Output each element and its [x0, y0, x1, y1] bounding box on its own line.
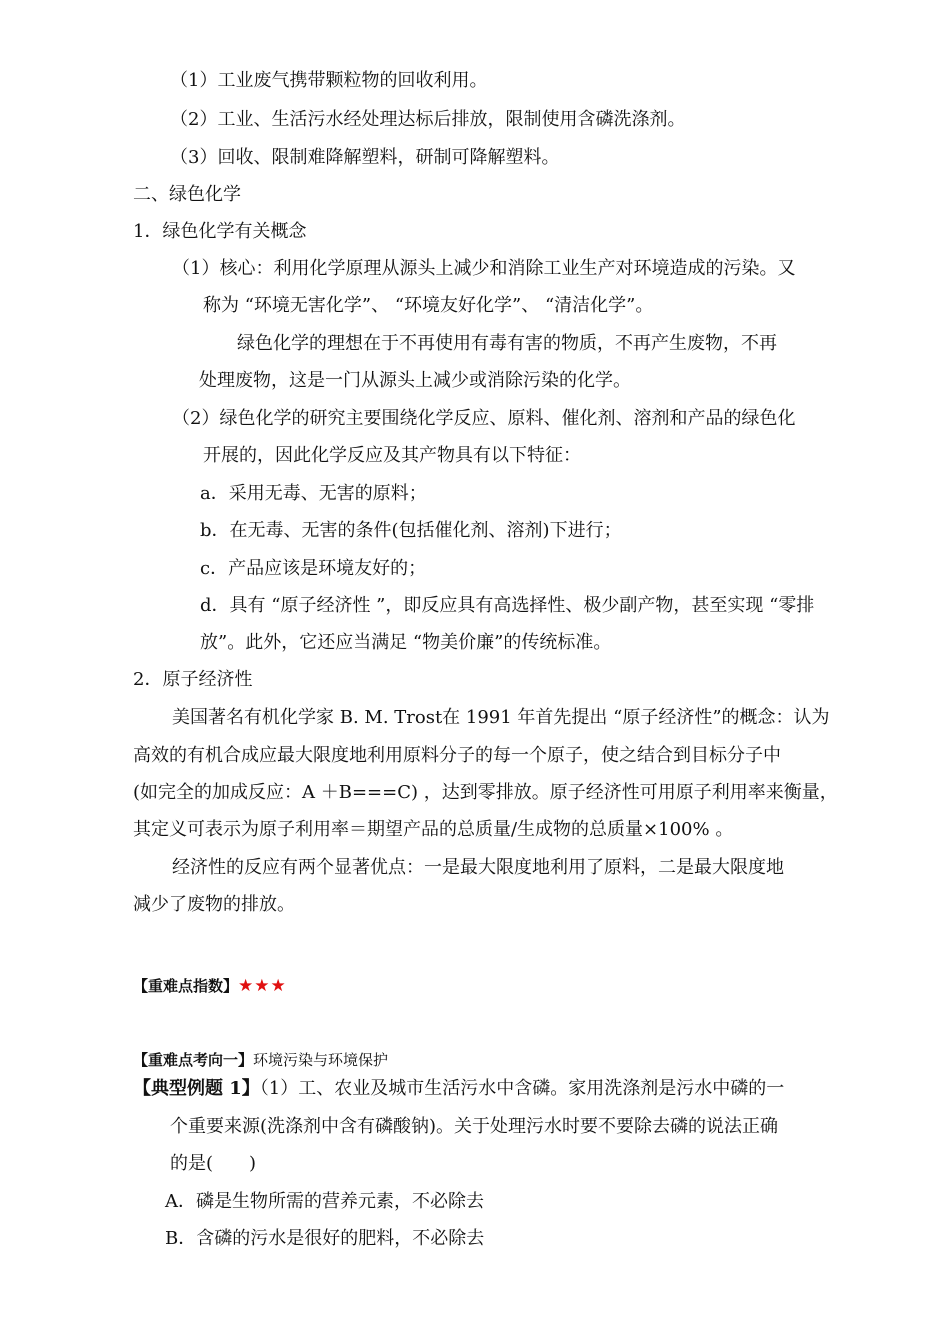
example-question-line-3: 的是( )	[170, 1153, 257, 1174]
feature-item-d-line-2: 放”。此外，它还应当满足 “物美价廉”的传统标准。	[200, 632, 612, 653]
advantages-line-2: 减少了废物的排放。	[133, 894, 295, 915]
feature-item-c: c．产品应该是环境友好的；	[200, 558, 427, 579]
atom-economy-line-1: 美国著名有机化学家 B. M. Trost在 1991 年首先提出 “原子经济性”的概念：认为	[172, 707, 830, 728]
concept-research-line-1: （2）绿色化学的研究主要围绕化学反应、原料、催化剂、溶剂和产品的绿色化	[172, 408, 796, 429]
pollution-item-2: （2）工业、生活污水经处理达标后排放，限制使用含磷洗涤剂。	[170, 109, 686, 130]
key-direction-label: 【重难点考向一】	[133, 1051, 254, 1069]
example-question-line-2: 个重要来源(洗涤剂中含有磷酸钠)。关于处理污水时要不要除去磷的说法正确	[170, 1116, 779, 1137]
key-direction-text: 环境污染与环境保护	[253, 1051, 389, 1069]
subsection-title-atom-economy: 2．原子经济性	[133, 669, 253, 690]
concept-ideal-line-2: 处理废物，这是一门从源头上减少或消除污染的化学。	[199, 370, 631, 391]
concept-core-line-2: 称为 “环境无害化学”、 “环境友好化学”、 “清洁化学”。	[203, 295, 654, 316]
pollution-item-3: （3）回收、限制难降解塑料，研制可降解塑料。	[170, 147, 560, 168]
concept-ideal-line-1: 绿色化学的理想在于不再使用有毒有害的物质，不再产生废物，不再	[237, 333, 777, 354]
difficulty-index	[133, 975, 287, 997]
pollution-item-1: （1）工业废气携带颗粒物的回收利用。	[170, 70, 488, 91]
option-b: B．含磷的污水是很好的肥料，不必除去	[165, 1228, 485, 1249]
key-direction	[133, 1049, 388, 1071]
atom-economy-line-4: 其定义可表示为原子利用率＝期望产品的总质量/生成物的总质量×100% 。	[133, 819, 734, 840]
atom-economy-line-3: (如完全的加成反应：A ＋B===C) ，达到零排放。原子经济性可用原子利用率来衡量，	[133, 782, 838, 803]
concept-research-line-2: 开展的，因此化学反应及其产物具有以下特征：	[203, 445, 581, 466]
feature-item-b: b．在无毒、无害的条件(包括催化剂、溶剂)下进行；	[200, 520, 622, 541]
advantages-line-1: 经济性的反应有两个显著优点：一是最大限度地利用了原料，二是最大限度地	[172, 857, 784, 878]
example-question-line-1	[133, 1078, 784, 1100]
example-label: 【典型例题 1】	[133, 1078, 260, 1099]
difficulty-label: 【重难点指数】	[133, 977, 239, 995]
difficulty-stars: ★★★	[238, 976, 287, 996]
concept-core-line-1: （1）核心：利用化学原理从源头上减少和消除工业生产对环境造成的污染。又	[172, 258, 796, 279]
atom-economy-line-2: 高效的有机合成应最大限度地利用原料分子的每一个原子，使之结合到目标分子中	[133, 745, 781, 766]
section-heading-green-chemistry: 二、绿色化学	[133, 184, 241, 205]
subsection-title-concepts: 1．绿色化学有关概念	[133, 221, 307, 242]
feature-item-a: a．采用无毒、无害的原料；	[200, 483, 427, 504]
example-question-text: （1）工、农业及城市生活污水中含磷。家用洗涤剂是污水中磷的一	[259, 1078, 785, 1099]
feature-item-d-line-1: d．具有 “原子经济性 ”，即反应具有高选择性、极少副产物，甚至实现 “零排	[200, 595, 815, 616]
option-a: A．磷是生物所需的营养元素，不必除去	[165, 1191, 484, 1212]
